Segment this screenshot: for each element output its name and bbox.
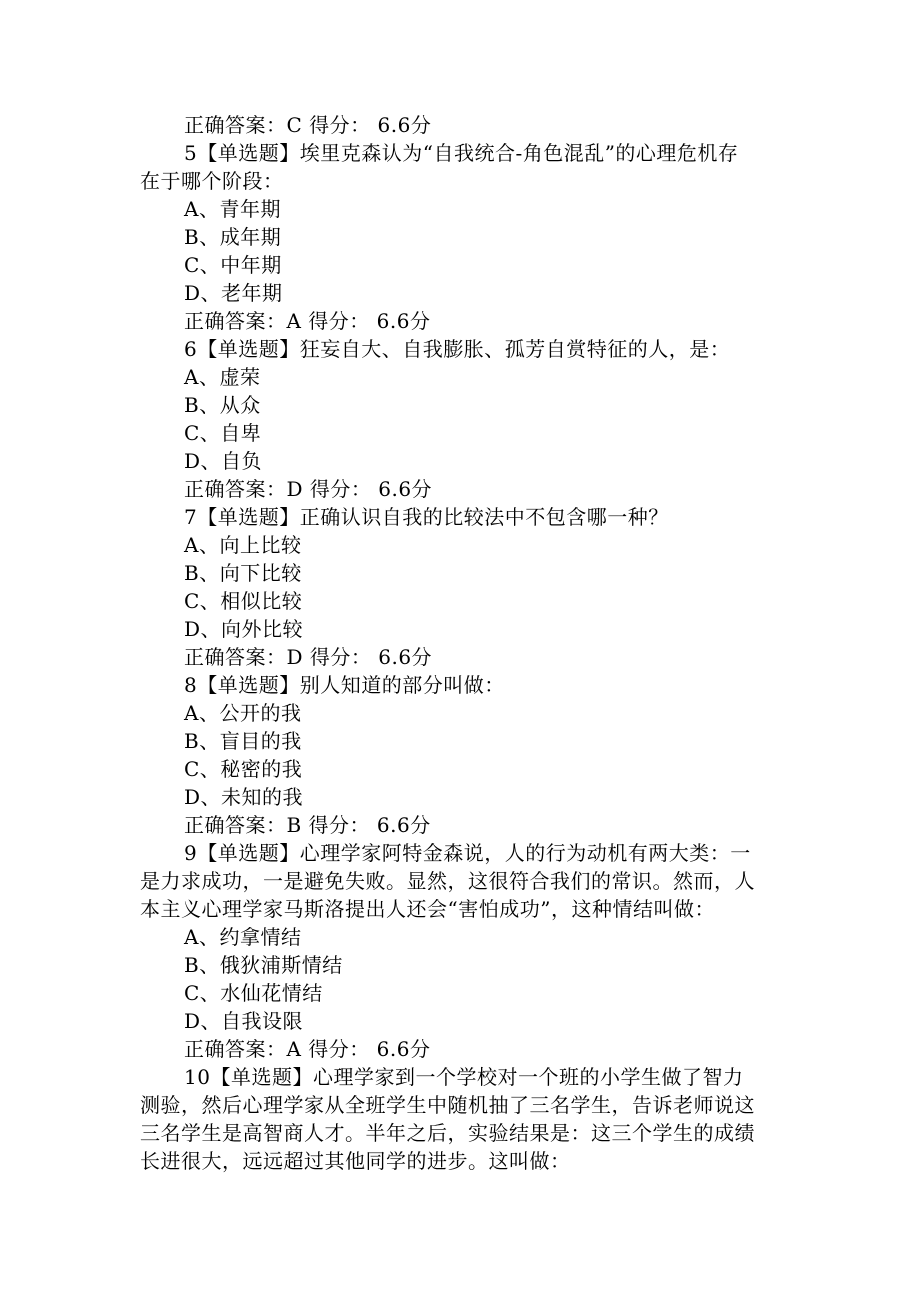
option-line: B、俄狄浦斯情结 [184, 953, 343, 977]
option-line: B、从众 [184, 393, 261, 417]
question-continuation-line: 本主义心理学家马斯洛提出人还会“害怕成功”，这种情结叫做： [140, 897, 715, 921]
option-line: B、向下比较 [184, 561, 302, 585]
option-line: C、自卑 [184, 421, 262, 445]
option-line: C、秘密的我 [184, 757, 303, 781]
question-line: 10【单选题】心理学家到一个学校对一个班的小学生做了智力 [184, 1065, 744, 1089]
option-line: B、成年期 [184, 225, 282, 249]
option-line: B、盲目的我 [184, 729, 302, 753]
option-line: D、自我设限 [184, 1009, 304, 1033]
question-continuation-line: 测验，然后心理学家从全班学生中随机抽了三名学生，告诉老师说这 [140, 1093, 755, 1117]
question-line: 7【单选题】正确认识自我的比较法中不包含哪一种？ [184, 505, 669, 529]
option-line: C、中年期 [184, 253, 282, 277]
question-continuation-line: 在于哪个阶段： [140, 169, 284, 193]
option-line: A、公开的我 [184, 701, 302, 725]
question-continuation-line: 是力求成功，一是避免失败。显然，这很符合我们的常识。然而，人 [140, 869, 755, 893]
option-line: A、青年期 [184, 197, 281, 221]
option-line: C、水仙花情结 [184, 981, 323, 1005]
answer-line: 正确答案：A 得分： 6.6分 [184, 1037, 431, 1061]
question-continuation-line: 三名学生是高智商人才。半年之后，实验结果是：这三个学生的成绩 [140, 1121, 755, 1145]
document-page [140, 111, 790, 1175]
option-line: A、约拿情结 [184, 925, 302, 949]
answer-line: 正确答案：D 得分： 6.6分 [184, 645, 433, 669]
answer-line: 正确答案：A 得分： 6.6分 [184, 309, 431, 333]
option-line: D、向外比较 [184, 617, 304, 641]
question-line: 5【单选题】埃里克森认为“自我统合-角色混乱”的心理危机存 [184, 141, 739, 165]
option-line: D、未知的我 [184, 785, 304, 809]
option-line: C、相似比较 [184, 589, 303, 613]
option-line: A、向上比较 [184, 533, 302, 557]
question-line: 9【单选题】心理学家阿特金森说，人的行为动机有两大类：一 [184, 841, 751, 865]
question-line: 8【单选题】别人知道的部分叫做： [184, 673, 505, 697]
answer-line: 正确答案：C 得分： 6.6分 [184, 113, 432, 137]
answer-line: 正确答案：D 得分： 6.6分 [184, 477, 433, 501]
answer-line: 正确答案：B 得分： 6.6分 [184, 813, 431, 837]
option-line: A、虚荣 [184, 365, 261, 389]
question-line: 6【单选题】狂妄自大、自我膨胀、孤芳自赏特征的人，是： [184, 337, 731, 361]
option-line: D、老年期 [184, 281, 283, 305]
option-line: D、自负 [184, 449, 263, 473]
question-continuation-line: 长进很大，远远超过其他同学的进步。这叫做： [140, 1149, 571, 1173]
